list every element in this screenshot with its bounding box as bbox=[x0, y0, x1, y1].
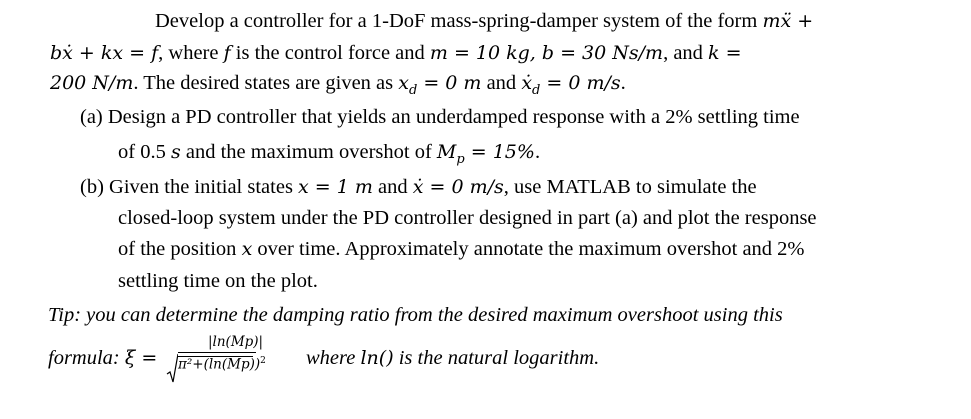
text-line-8 bbox=[118, 236, 805, 262]
text-line-4 bbox=[80, 104, 800, 130]
math-expression: x bbox=[241, 238, 253, 260]
math-expression: s bbox=[170, 141, 181, 163]
line-text: of 0.5 bbox=[118, 141, 171, 163]
text-line-7 bbox=[118, 205, 817, 231]
tip-text: formula: bbox=[48, 347, 125, 369]
line-text: closed-loop system under the PD controller designed in part (a) and plot the response bbox=[118, 207, 817, 229]
line-text: (b) Given the initial states bbox=[80, 176, 299, 198]
line-text: . The desired states are given as bbox=[133, 72, 399, 94]
text-line-1 bbox=[155, 8, 813, 34]
math-subscript: d bbox=[532, 83, 541, 99]
line-text: and bbox=[372, 176, 413, 198]
math-expression: ẋ bbox=[521, 72, 533, 94]
math-expression: ξ = bbox=[124, 347, 158, 369]
denominator-text: π²+(ln(Mp)) bbox=[178, 356, 261, 373]
math-subscript: p bbox=[456, 152, 465, 168]
line-text: . bbox=[534, 141, 541, 163]
text-line-9 bbox=[118, 268, 318, 294]
math-expression: 200 N/m bbox=[50, 72, 134, 94]
exponent: 2 bbox=[260, 356, 266, 366]
math-expression: k = bbox=[708, 42, 742, 64]
math-expression: ln() bbox=[360, 347, 394, 369]
math-expression: ẋ = 0 m/s bbox=[412, 176, 504, 198]
math-expression: x = 1 m bbox=[298, 176, 373, 198]
line-text: Develop a controller for a 1-DoF mass-spring-damper system of the form bbox=[155, 10, 763, 32]
tip-text: Tip: you can determine the damping ratio from the desired maximum overshoot using this bbox=[48, 304, 783, 326]
line-text: and the maximum overshot of bbox=[180, 141, 437, 163]
line-text: , use MATLAB to simulate the bbox=[503, 176, 757, 198]
formula-denominator bbox=[178, 356, 266, 373]
math-expression: bẋ + kx = f bbox=[50, 42, 159, 64]
damping-ratio-formula bbox=[148, 334, 328, 404]
fraction-bar bbox=[178, 352, 256, 353]
tip-text: where bbox=[306, 347, 361, 369]
math-expression: mẍ + bbox=[762, 10, 814, 32]
line-text: (a) Design a PD controller that yields an underdamped response with a 2% settling time bbox=[80, 106, 800, 128]
formula-line bbox=[48, 345, 157, 371]
math-expression: = 15% bbox=[464, 141, 535, 163]
math-expression: f bbox=[223, 42, 231, 64]
text-line-2 bbox=[50, 40, 742, 66]
line-text: over time. Approximately annotate the maximum overshot and 2% bbox=[252, 238, 805, 260]
line-text: settling time on the plot. bbox=[118, 270, 318, 292]
math-expression: = 0 m/s bbox=[540, 72, 621, 94]
math-expression: m = 10 kg, b = 30 Ns/m bbox=[429, 42, 664, 64]
line-text: , and bbox=[663, 42, 709, 64]
line-text: of the position bbox=[118, 238, 242, 260]
text-line-5 bbox=[118, 139, 540, 173]
math-expression: = 0 m bbox=[417, 72, 482, 94]
tip-text: is the natural logarithm. bbox=[393, 347, 600, 369]
tip-line bbox=[48, 302, 783, 328]
line-text: is the control force and bbox=[230, 42, 430, 64]
line-text: . bbox=[620, 72, 626, 94]
formula-tail bbox=[306, 345, 599, 371]
math-expression: x bbox=[398, 72, 409, 94]
square-root-icon bbox=[166, 350, 178, 384]
math-subscript: d bbox=[408, 83, 418, 99]
math-expression: M bbox=[436, 141, 457, 163]
text-line-3 bbox=[50, 70, 626, 104]
formula-numerator: |ln(Mp)| bbox=[208, 334, 264, 350]
text-line-6 bbox=[80, 174, 757, 200]
line-text: , where bbox=[158, 42, 224, 64]
line-text: and bbox=[481, 72, 522, 94]
